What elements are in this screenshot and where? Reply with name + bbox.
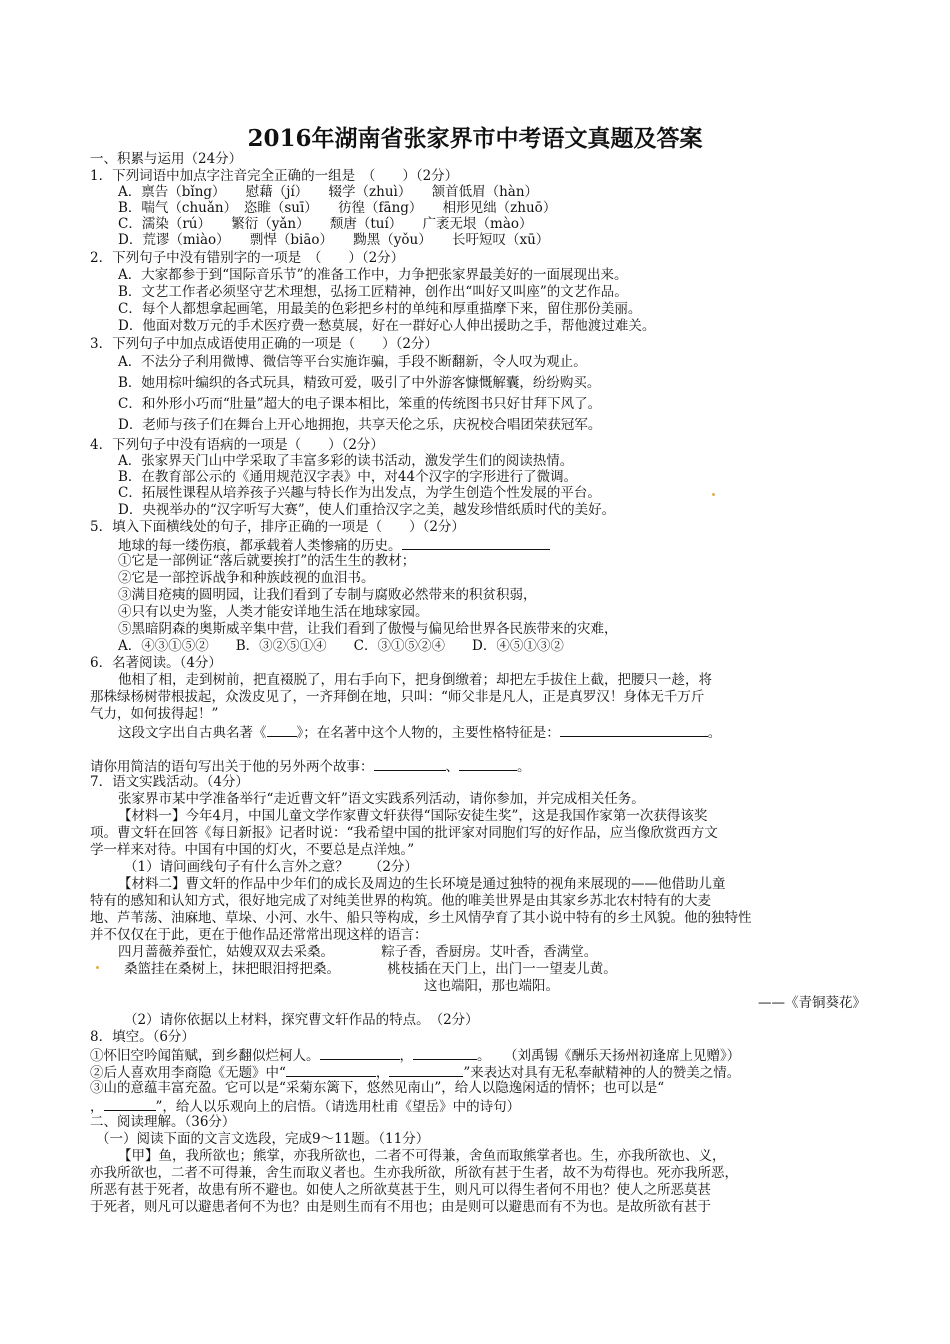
text-line [0,604,950,621]
text-line [0,453,950,470]
text-line [0,944,950,961]
line-text: ③满目疮痍的圆明园，让我们看到了专制与腐败必然带来的积贫积弱， [118,587,537,603]
text-line [0,825,950,842]
text-line [0,1029,950,1046]
text-line [0,375,950,392]
stray-mark [712,493,715,496]
text-line [0,216,950,233]
text-line [0,1131,950,1148]
line-text: 二、阅读理解。（36分） [90,1114,236,1130]
line-text: ②它是一部控诉战争和种族歧视的血泪书。 [118,570,375,586]
line-text: 1．下列词语中加点字注音完全正确的一组是 （ ）（2分） [90,168,459,184]
answer-blank[interactable] [560,723,708,737]
text-line [0,168,950,185]
line-text: （2）请你依据以上材料，探究曹文轩作品的特点。 （2分） [124,1012,479,1028]
line-text: 请你用简洁的语句写出关于他的另外两个故事： [90,759,374,775]
text-line [0,706,950,723]
line-text: 、 [445,759,459,775]
line-text: 2．下列句子中没有错别字的一项是 （ ）（2分） [90,250,405,266]
line-text: B．喘气（chuǎn） 恣睢（suī） 彷徨（fāng） 相形见绌（zhuō） [118,200,557,216]
line-text: ①怀旧空吟闻笛赋，到乡翻似烂柯人。 [90,1048,320,1064]
line-text: C．和外形小巧而“肚量”超大的电子课本相比，笨重的传统图书只好甘拜下风了。 [118,396,602,412]
text-line [0,1182,950,1199]
line-text: 桑篮挂在桑树上，抹把眼泪捋把桑。 桃枝插在天门上，出门一一望麦儿黄。 [124,961,617,977]
text-line [0,336,950,353]
text-line [0,469,950,486]
line-text: B．她用棕叶编织的各式玩具，精致可爱，吸引了中外游客慷慨解囊，纷纷购买。 [118,375,601,391]
line-text: 》；在名著中这个人物的，主要性格特征是： [296,725,560,741]
line-text: ①它是一部例证“落后就要挨打”的活生生的教材； [118,553,416,569]
text-line [0,1165,950,1182]
text-line [0,638,950,655]
text-line [0,876,950,893]
line-text: 7．语文实践活动。（4分） [90,774,249,790]
text-line [0,587,950,604]
page-title: 2016年湖南省张家界市中考语文真题及答案 [247,125,703,152]
answer-blank[interactable] [413,1046,477,1060]
text-line [0,184,950,201]
text-line [0,1199,950,1216]
line-text: ”来表达对具有无私奉献精神的人的赞美之情。 [463,1065,741,1081]
answer-blank[interactable] [320,1046,400,1060]
text-line [0,232,950,249]
line-text: A．禀告（bǐng） 慰藉（jí） 辍学（zhuì） 颔首低眉（hàn） [118,184,539,200]
line-text: 5．填入下面横线处的句子，排序正确的一项是（ ）（2分） [90,519,465,535]
line-text: C．拓展性课程从培养孩子兴趣与特长作为出发点，为学生创造个性发展的平台。 [118,485,601,501]
line-text: 。 （刘禹锡《酬乐天扬州初逢席上见赠》） [477,1048,741,1064]
line-text: ③山的意蕴丰富充盈。它可以是“采菊东篱下，悠然见南山”，给人以隐逸闲适的情怀；也可以是“ [90,1080,665,1096]
text-line [0,354,950,371]
line-text: C．每个人都想拿起画笔，用最美的色彩把乡村的单纯和厚重描摩下来，留住那份美丽。 [118,301,642,317]
text-line [0,723,950,742]
line-text: ， [90,1099,104,1115]
text-line [0,910,950,927]
text-line [0,995,950,1012]
line-text: 亦我所欲也，二者不可得兼，舍生而取义者也。生亦我所欲，所欲有甚于生者，故不为苟得也。死亦我所恶， [90,1165,738,1181]
text-line [0,672,950,689]
line-text: D．他面对数万元的手术医疗费一愁莫展，好在一群好心人伸出援助之手，帮他渡过难关。 [118,318,656,334]
line-text: ， [375,1065,390,1081]
line-text: B．文艺工作者必须坚守艺术理想，弘扬工匠精神，创作出“叫好又叫座”的文艺作品。 [118,284,628,300]
line-text: ②后人喜欢用李商隐《无题》中“ [90,1065,286,1081]
text-line [0,437,950,454]
text-line [0,791,950,808]
text-line [0,553,950,570]
line-text: A．张家界天门山中学采取了丰富多彩的读书活动，激发学生们的阅读热情。 [118,453,574,469]
line-text: 3．下列句子中加点成语使用正确的一项是（ ）（2分） [90,336,438,352]
text-line [0,1148,950,1165]
text-line [0,519,950,536]
line-text: 四月蔷薇养蚕忙，姑嫂双双去采桑。 粽子香，香厨房。艾叶香，香满堂。 [118,944,598,960]
line-text: A．大家都参于到“国际音乐节”的准备工作中，力争把张家界最美好的一面展现出来。 [118,267,628,283]
answer-blank[interactable] [402,536,550,550]
line-text: 地、芦苇荡、油麻地、草垛、小河、水牛、船只等构成，乡土风情孕育了其小说中特有的乡土风貌。他的独特性 [90,910,752,926]
text-line [0,284,950,301]
line-text: D．荒谬（miào） 剽悍（biāo） 黝黑（yǒu） 长吁短叹（xū） [118,232,550,248]
line-text: 【甲】鱼，我所欲也；熊掌，亦我所欲也，二者不可得兼，舍鱼而取熊掌者也。生，亦我所欲也、义， [118,1148,726,1164]
stray-mark [96,966,99,969]
text-line [0,893,950,910]
line-text: ——《青铜葵花》 [758,995,866,1011]
line-text: 特有的感知和认知方式，很好地完成了对纯美世界的构筑。他的唯美世界是由其家乡苏北农村特有的大麦 [90,893,711,909]
line-text: A．④③①⑤② B．③②⑤①④ C．③①⑤②④ D．④⑤①③② [118,638,564,654]
answer-blank[interactable] [286,1063,376,1077]
text-line [0,417,950,434]
line-text: 【材料一】今年4月，中国儿童文学作家曹文轩获得“国际安徒生奖”，这是我国作家第一次获得该奖 [118,808,708,824]
text-line [0,689,950,706]
line-text: ， [399,1048,413,1064]
text-line [0,978,950,995]
line-text: 一、积累与运用（24分） [90,151,243,167]
answer-blank[interactable] [374,757,446,771]
text-line [0,961,950,978]
line-text: 并不仅仅在于此，更在于他作品还常常出现这样的语言： [90,927,428,943]
text-line [0,502,950,519]
text-line [0,808,950,825]
text-line [0,621,950,638]
answer-blank[interactable] [459,757,517,771]
text-line [0,250,950,267]
line-text: 他相了相，走到树前，把直裰脱了，用右手向下，把身倒缴着；却把左手拔住上截，把腰只一趁，将 [118,672,712,688]
line-text: D．央视举办的“汉字听写大赛”，使人们重拾汉字之美，越发珍惜纸质时代的美好。 [118,502,616,518]
line-text: ④只有以史为鉴，人类才能安详地生活在地球家园。 [118,604,429,620]
line-text: 这也端阳，那也端阳。 [424,978,559,994]
line-text: 这段文字出自古典名著《 [118,725,267,741]
text-line [0,927,950,944]
line-text: （一）阅读下面的文言文选段，完成9～11题。（11分） [96,1131,430,1147]
answer-blank[interactable] [267,723,297,737]
line-text: B．在教育部公示的《通用规范汉字表》中，对44个汉字的字形进行了微调。 [118,469,578,485]
answer-blank[interactable] [389,1063,463,1077]
text-line [0,1114,950,1131]
text-line [0,1080,950,1097]
text-line [0,396,950,413]
line-text: 8．填空。（6分） [90,1029,195,1045]
text-line [0,570,950,587]
line-text: 学一样来对待。中国有中国的灯火，不要总是点洋烛。” [90,842,415,858]
line-text: 6．名著阅读。（4分） [90,655,222,671]
line-text: D．老师与孩子们在舞台上开心地拥抱，共享天伦之乐，庆祝校合唱团荣获冠军。 [118,417,602,433]
line-text: 张家界市某中学准备举行“走近曹文轩”语文实践系列活动，请你参加，并完成相关任务。 [118,791,645,807]
line-text: ”，给人以乐观向上的启悟。（请选用杜甫《望岳》中的诗句） [155,1099,521,1115]
text-line [0,859,950,876]
line-text: A．不法分子利用微博、微信等平台实施诈骗，手段不断翻新，令人叹为观止。 [118,354,587,370]
line-text: 那株绿杨树带根拔起，众泼皮见了，一齐拜倒在地，只叫：“师父非是凡人，正是真罗汉！身体无千万斤 [90,689,705,705]
text-line [0,200,950,217]
text-line [0,485,950,502]
text-line [0,774,950,791]
text-line [0,301,950,318]
line-text: 【材料二】曹文轩的作品中少年们的成长及周边的生长环境是通过独特的视角来展现的——他借助儿童 [118,876,726,892]
text-line [0,151,950,168]
line-text: （1）请问画线句子有什么言外之意？ （2分） [124,859,418,875]
text-line [0,1012,950,1029]
text-line [0,267,950,284]
line-text: ⑤黑暗阴森的奥斯威辛集中营，让我们看到了傲慢与偏见给世界各民族带来的灾难， [118,621,618,637]
line-text: 。 [707,725,722,741]
line-text: 地球的每一缕伤痕，都承载着人类惨痛的历史。 [118,538,402,554]
text-line [0,318,950,335]
answer-blank[interactable] [104,1097,156,1111]
line-text: 所恶有甚于死者，故患有所不避也。如使人之所欲莫甚于生，则凡可以得生者何不用也？使人之所恶莫甚 [90,1182,711,1198]
line-text: 。 [517,759,531,775]
line-text: 于死者，则凡可以避患者何不为也？由是则生而有不用也；由是则可以避患而有不为也。是故所欲有甚于 [90,1199,711,1215]
text-line [0,842,950,859]
line-text: 项。曹文轩在回答《每日新报》记者时说：“我希望中国的批评家对同胞们写的好作品，应当像欣赏西方文 [90,825,718,841]
line-text: 4．下列句子中没有语病的一项是（ ）（2分） [90,437,384,453]
line-text: C．濡染（rú） 繁衍（yǎn） 颓唐（tuí） 广袤无垠（mào） [118,216,533,232]
text-line [0,655,950,672]
line-text: 气力，如何拔得起！” [90,706,219,722]
